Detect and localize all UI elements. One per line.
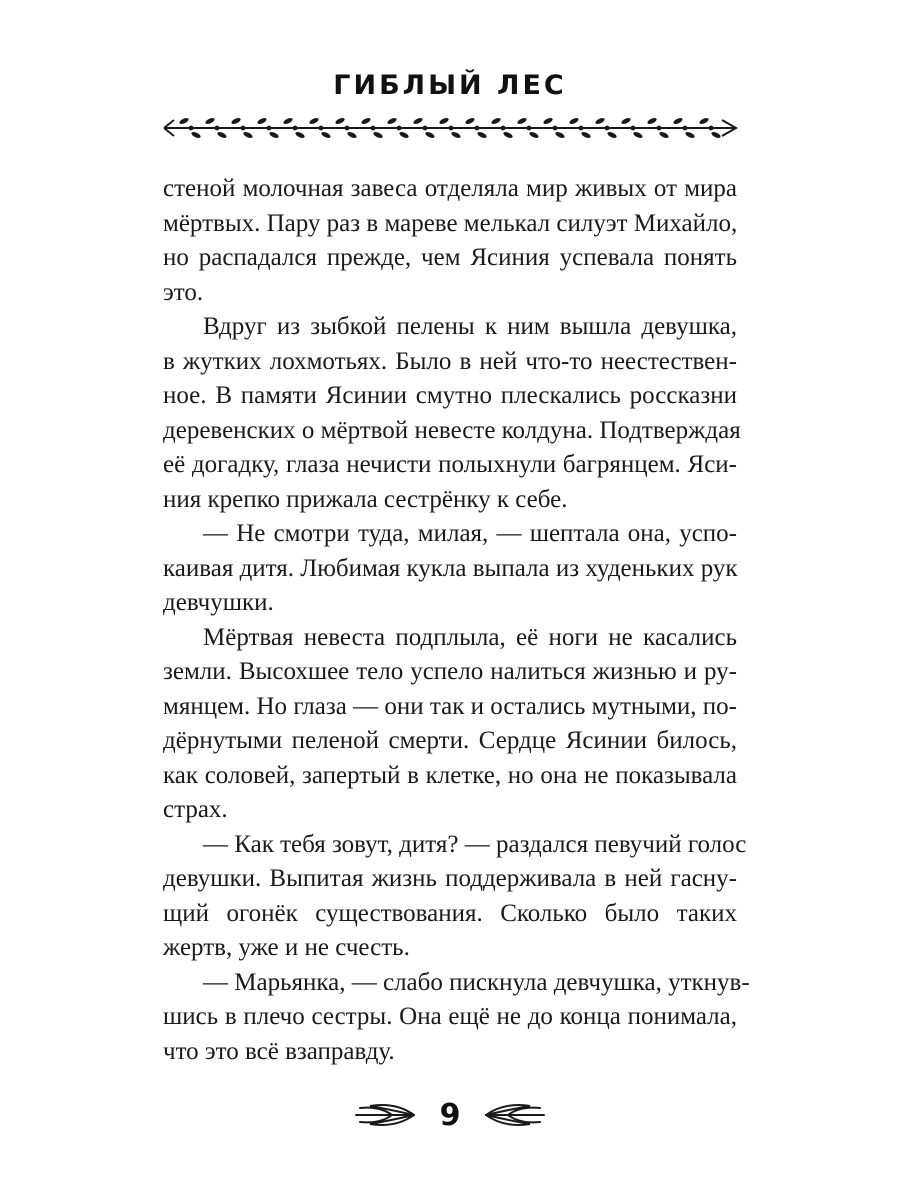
- paragraph: [163, 966, 750, 1070]
- text-line: стеной молочная завеса отделяла мир живых от мира: [163, 175, 737, 202]
- text-line: земли. Высохшее тело успело налиться жизнью и ру-: [163, 658, 737, 685]
- text-line: шись в плечо сестры. Она ещё не до конца понимала,: [163, 1003, 737, 1030]
- text-line: — Не смотри туда, милая, — шептала она, успо-: [203, 520, 737, 547]
- text-line: каивая дитя. Любимая кукла выпала из худеньких рук: [163, 554, 738, 582]
- text-line: мянцем. Но глаза — они так и остались мутными, по-: [163, 692, 737, 720]
- text-line: щий огонёк существования. Сколько было таких: [163, 899, 737, 927]
- text-line: её догадку, глаза нечисти полыхнули багрянцем. Яси-: [163, 451, 737, 478]
- body-text: [163, 172, 750, 1069]
- text-line: страх.: [163, 796, 228, 823]
- text-line: в жутких лохмотьях. Было в ней что-то неестествен-: [163, 347, 737, 375]
- text-line: мёртвых. Пару раз в мареве мелькал силуэт Михайло,: [163, 209, 738, 237]
- text-line: что это всё взаправду.: [163, 1037, 395, 1065]
- text-line: жертв, уже и не счесть.: [163, 934, 410, 961]
- paragraph: [163, 828, 747, 966]
- text-line: Вдруг из зыбкой пелены к ним вышла девушка,: [203, 313, 737, 340]
- paragraph: [163, 517, 737, 621]
- page-footer: [0, 1090, 900, 1140]
- paragraph: [163, 172, 737, 310]
- text-line: но распадался прежде, чем Ясиния успевала понять: [163, 244, 737, 271]
- running-head-title: ГИБЛЫЙ ЛЕС: [333, 70, 567, 101]
- leaf-vine-border-icon: [160, 110, 740, 146]
- text-line: ное. В памяти Ясинии смутно плескались россказни: [163, 382, 737, 409]
- leaf-sprig-right-icon: [478, 1100, 548, 1130]
- text-line: девчушки.: [163, 589, 274, 616]
- paragraph: [163, 310, 741, 517]
- text-line: как соловей, запертый в клетке, но она не показывала: [163, 761, 737, 789]
- text-line: — Как тебя зовут, дитя? — раздался певучий голос: [203, 830, 747, 858]
- text-line: — Марьянка, — слабо пискнула девчушка, уткнув-: [203, 968, 750, 996]
- text-line: девушки. Выпитая жизнь поддерживала в ней гасну-: [163, 865, 737, 892]
- leaf-sprig-left-icon: [352, 1100, 422, 1130]
- text-line: Мёртвая невеста подплыла, её ноги не касались: [203, 623, 737, 651]
- paragraph: [163, 621, 737, 828]
- text-line: деревенских о мёртвой невесте колдуна. Подтверждая: [163, 416, 741, 444]
- text-line: дёрнутыми пеленой смерти. Сердце Ясинии билось,: [163, 727, 737, 754]
- text-line: это.: [163, 278, 204, 306]
- text-line: ния крепко прижала сестрёнку к себе.: [163, 485, 568, 513]
- page-number: 9: [439, 1097, 461, 1133]
